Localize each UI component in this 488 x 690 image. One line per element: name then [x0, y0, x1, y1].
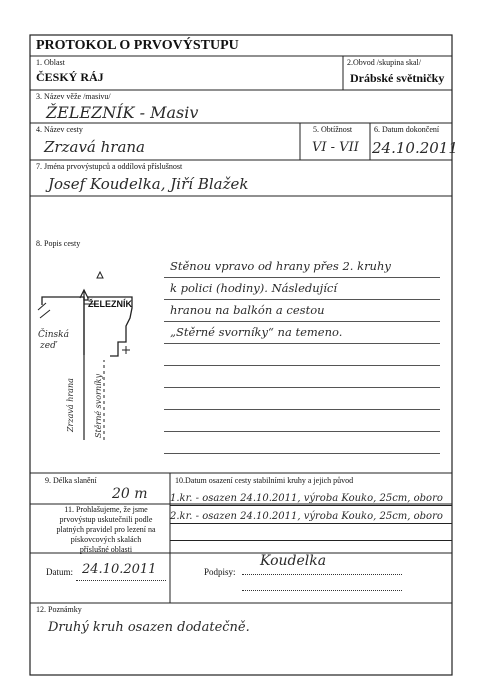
prohlaseni-line: prvovýstup uskutečnili podle — [59, 515, 153, 524]
popis-label: 8. Popis cesty — [36, 239, 81, 248]
popis-line-2: k polici (hodiny). Následující — [170, 281, 338, 295]
prohlaseni-line: pískovcových skalách — [70, 535, 142, 544]
popis-line-4: „Stěrné svorníky“ na temeno. — [170, 325, 343, 339]
poznamky-value: Druhý kruh osazen dodatečně. — [48, 620, 250, 635]
delka-label: 9. Délka slanění — [45, 476, 97, 485]
jmena-value: Josef Koudelka, Jiří Blažek — [48, 175, 249, 193]
prohlaseni-line: 11. Prohlašujeme, že jsme — [64, 505, 148, 514]
oblast-value: ČESKÝ RÁJ — [36, 70, 104, 84]
datum-dokonceni-value: 24.10.2011 — [372, 139, 458, 157]
prohlaseni-label — [46, 505, 166, 555]
osazeni-rule — [170, 505, 452, 506]
sketch-route-label-2: Stěrné svorníky — [94, 373, 103, 438]
obtiznost-value: VI - VII — [312, 140, 359, 155]
podpisy-dotline — [242, 574, 402, 575]
obvod-label: 2.Obvod /skupina skal/ — [347, 58, 421, 67]
datum-dotline — [76, 580, 166, 581]
cesta-label: 4. Název cesty — [36, 125, 83, 134]
prohlaseni-line: příslušné oblasti — [79, 545, 133, 554]
datum-dokonceni-label: 6. Datum dokončení — [374, 125, 440, 134]
osazeni-label: 10.Datum osazení cesty stabilními kruhy a jejich původ — [175, 476, 354, 485]
podpisy-value: Koudelka — [260, 553, 327, 569]
popis-line-3: hranou na balkón a cestou — [170, 303, 325, 317]
osazeni-rule — [170, 523, 452, 524]
obvod-value: Drábské světničky — [350, 71, 445, 85]
cesta-value: Zrzavá hrana — [44, 138, 146, 156]
sketch-wall-label-2: zeď — [40, 341, 56, 351]
oblast-label: 1. Oblast — [36, 58, 65, 67]
delka-value: 20 m — [112, 486, 148, 502]
osazeni-line-2: 2.kr. - osazen 24.10.2011, výroba Kouko, 25cm, oboro — [170, 511, 443, 522]
sketch-route-label-1: Zrzavá hrana — [66, 378, 75, 432]
popis-line-1: Stěnou vpravo od hrany přes 2. kruhy — [170, 259, 391, 273]
form-title: PROTOKOL O PRVOVÝSTUPU — [36, 38, 239, 53]
osazeni-rule — [170, 540, 452, 541]
sketch-wall-label-1: Činská — [38, 330, 69, 340]
datum-value: 24.10.2011 — [82, 562, 157, 577]
jmena-label: 7. Jména prvovýstupců a oddílová příslušnost — [36, 162, 183, 171]
prohlaseni-line: platných pravidel pro lezení na — [56, 525, 156, 534]
sketch-tower-label: ŽELEZNÍK — [88, 299, 132, 309]
vez-label: 3. Název věže /masivu/ — [36, 92, 111, 101]
podpisy-dotline — [242, 590, 402, 591]
datum-label: Datum: — [46, 567, 73, 577]
podpisy-label: Podpisy: — [204, 567, 236, 577]
obtiznost-label: 5. Obtížnost — [313, 125, 353, 134]
vez-value: ŽELEZNÍK - Masiv — [46, 103, 199, 122]
poznamky-label: 12. Poznámky — [36, 605, 82, 614]
osazeni-line-1: 1.kr. - osazen 24.10.2011, výroba Kouko, 25cm, oboro — [170, 493, 443, 504]
